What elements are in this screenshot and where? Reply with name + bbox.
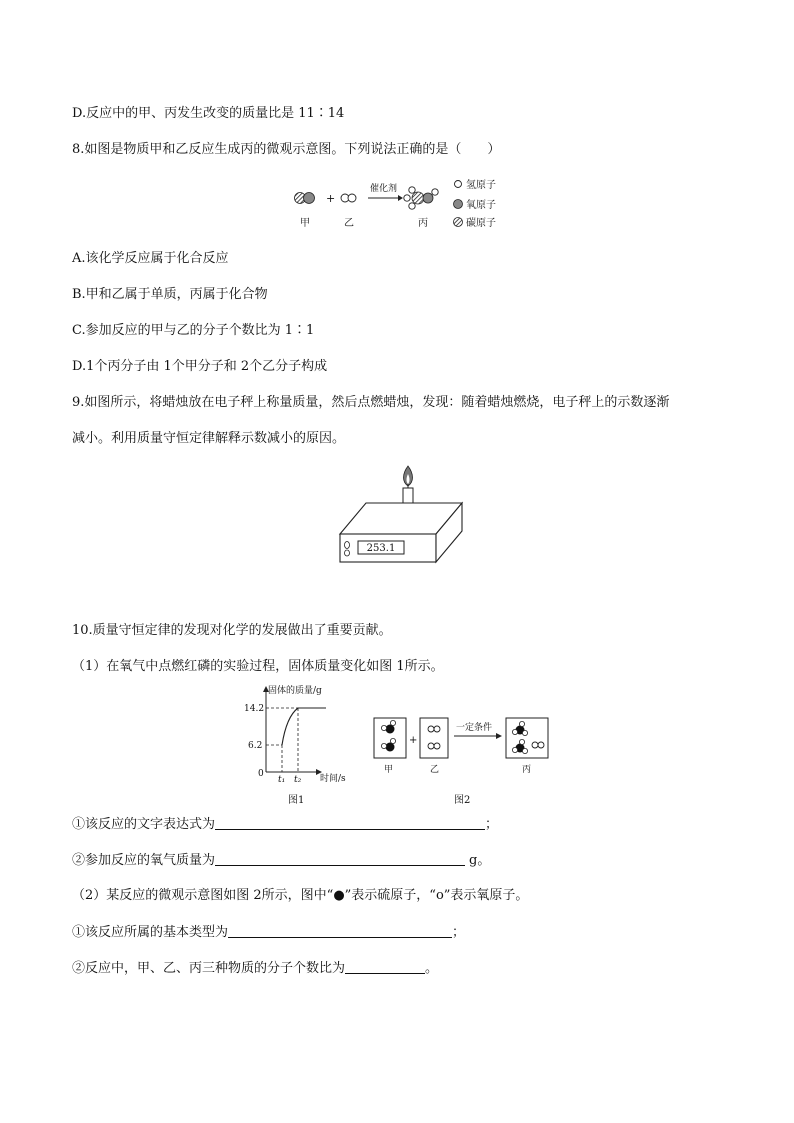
sub3-end: ；: [452, 925, 466, 940]
figure1-mass-graph: [236, 682, 366, 808]
q10-sub1: [72, 815, 498, 834]
q8-option-a: A.该化学反应属于化合反应: [72, 251, 229, 266]
sub1-end: ；: [485, 817, 499, 832]
fig1-caption: 图1: [288, 795, 305, 806]
legend-hydrogen: 氢原子: [466, 180, 496, 191]
q8-option-b: B.甲和乙属于单质，丙属于化合物: [72, 287, 268, 302]
molecule-jia: [295, 193, 315, 204]
fig1-y-mid: 6.2: [248, 741, 263, 751]
figure2-reaction-diagram: [368, 682, 558, 808]
fig2-plus: +: [409, 735, 418, 746]
fig2-caption: 图2: [454, 795, 471, 806]
fig2-label-jia: 甲: [384, 765, 394, 775]
legend-oxygen: 氧原子: [466, 200, 496, 211]
q8-molecule-diagram: [290, 175, 520, 231]
fig1-origin: 0: [258, 769, 264, 779]
q9-stem-line1: 9.如图所示，将蜡烛放在电子秤上称量质量，然后点燃蜡烛，发现：随着蜡烛燃烧，电子秤上的示数逐渐: [72, 395, 670, 410]
sub4-end: 。: [425, 961, 439, 976]
molecule-yi: [341, 194, 356, 202]
electronic-scale-figure: [336, 460, 466, 572]
q8-option-c: C.参加反应的甲与乙的分子个数比为 1∶1: [72, 323, 315, 338]
fig1-t1: t₁: [278, 775, 286, 785]
scale-button-icon: [345, 542, 350, 549]
diagram-legend: [454, 178, 497, 229]
sub2-end: g。: [469, 853, 491, 868]
fig2-label-bing: 丙: [522, 765, 532, 775]
scale-reading: 253.1: [366, 543, 396, 554]
fig1-t2: t₂: [294, 775, 302, 785]
label-jia: 甲: [300, 218, 310, 229]
q10-part2: （2）某反应的微观示意图如图 2所示，图中“●”表示硫原子，“o”表示氧原子。: [72, 888, 529, 903]
answer-blank-reaction-type[interactable]: [228, 923, 452, 938]
q10-sub2: [72, 851, 490, 870]
sub2-text: ②参加反应的氧气质量为: [72, 853, 216, 868]
q8-option-d: D.1个丙分子由 1个甲分子和 2个乙分子构成: [72, 359, 328, 374]
fig1-xlabel: 时间/s: [320, 774, 346, 784]
legend-carbon: 碳原子: [466, 218, 496, 229]
label-yi: 乙: [344, 218, 354, 229]
sub1-text: ①该反应的文字表达式为: [72, 817, 216, 832]
sub4-text: ②反应中，甲、乙、丙三种物质的分子个数比为: [72, 961, 346, 976]
molecule-bing: [404, 187, 438, 209]
sub3-text: ①该反应所属的基本类型为: [72, 925, 229, 940]
fig1-ylabel: 固体的质量/g: [268, 686, 322, 696]
fig2-label-yi: 乙: [430, 765, 440, 775]
fig1-y-top: 14.2: [244, 704, 265, 714]
answer-blank-equation[interactable]: [215, 815, 485, 830]
diagram-plus: +: [326, 192, 336, 205]
q7-option-d: D.反应中的甲、丙发生改变的质量比是 11∶14: [72, 106, 345, 121]
q8-stem: 8.如图是物质甲和乙反应生成丙的微观示意图。下列说法正确的是（ ）: [72, 142, 501, 157]
q10-sub3: [72, 923, 465, 942]
fig2-condition: 一定条件: [456, 723, 493, 733]
fig2-box-jia: [374, 718, 406, 758]
answer-blank-oxygen-mass[interactable]: [215, 851, 465, 866]
q10-stem: 10.质量守恒定律的发现对化学的发展做出了重要贡献。: [72, 623, 392, 638]
fig1-curve: [282, 708, 326, 745]
q10-part1: （1）在氧气中点燃红磷的实验过程，固体质量变化如图 1所示。: [72, 659, 444, 674]
catalyst-label: 催化剂: [370, 184, 398, 194]
q10-sub4: [72, 959, 438, 978]
label-bing: 丙: [418, 218, 428, 229]
fig2-box-yi: [420, 718, 448, 758]
answer-blank-molecule-ratio[interactable]: [345, 959, 425, 974]
q9-stem-line2: 减小。利用质量守恒定律解释示数减小的原因。: [72, 431, 346, 446]
